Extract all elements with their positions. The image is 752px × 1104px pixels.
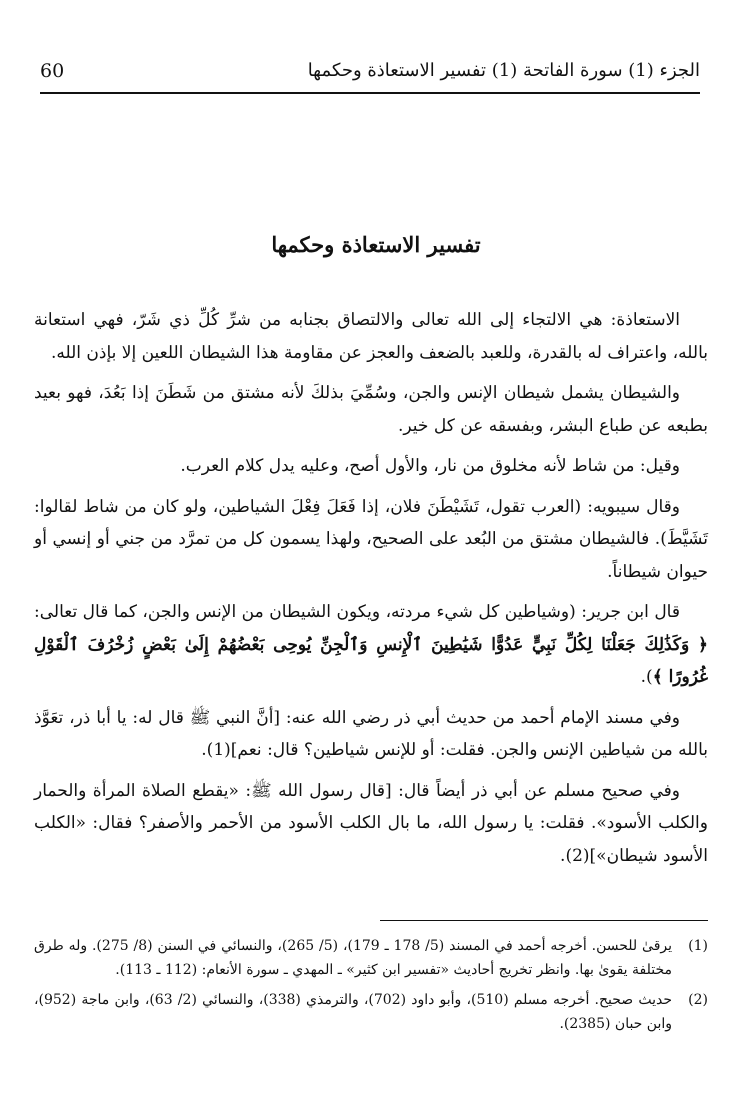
running-title: الجزء (1) سورة الفاتحة (1) تفسير الاستعاذة وحكمها: [307, 60, 700, 81]
page-number: 60: [40, 60, 65, 82]
paragraph: وقال سيبويه: (العرب تقول، تَشَيْطَنَ فلان، إذا فَعَلَ فِعْلَ الشياطين، ولو كان من شاط لقالوا: تَشَيَّطَ). فالشيطان مشتق من البُعد على الصحيح، ولهذا يسمون كل من تمرَّد من جني أو إنسي أو حيوان شيطاناً.: [34, 496, 708, 582]
body-text: [34, 304, 708, 880]
paragraph: والشيطان يشمل شيطان الإنس والجن، وسُمِّيَ بذلكَ لأنه مشتق من شَطَنَ إذا بَعُدَ، فهو بعيد بطبعه عن طباع البشر، وبفسقه عن كل خير.: [34, 383, 708, 436]
paragraph: وقيل: من شاط لأنه مخلوق من نار، والأول أصح، وعليه يدل كلام العرب.: [180, 456, 680, 476]
footnote-number: (2): [688, 992, 708, 1008]
footnote: [34, 934, 708, 982]
footnote-divider: [380, 920, 708, 921]
running-header: [40, 58, 700, 92]
header-divider: [40, 92, 700, 94]
paragraph-text: قال ابن جرير: (وشياطين كل شيء مردته، ويكون الشيطان من الإنس والجن، كما قال تعالى:: [34, 602, 680, 622]
paragraph: وفي مسند الإمام أحمد من حديث أبي ذر رضي الله عنه: [أنَّ النبي ﷺ قال له: يا أبا ذر، تعَوَّذ بالله من شياطين الإنس والجن. فقلت: أو للإنس شياطين؟ قال: نعم](1).: [34, 707, 708, 760]
paragraph-with-verse: [34, 596, 708, 694]
footnote-text: يرقىٰ للحسن. أخرجه أحمد في المسند (5/ 178 ـ 179)، (5/ 265)، والنسائي في السنن (8/ 275). وله طرق مختلفة يقوىٰ بها. وانظر تخريج أحاديث «تفسير ابن كثير» ـ المهدي ـ سورة الأنعام: (112 ـ 113).: [34, 938, 673, 978]
paragraph: وفي صحيح مسلم عن أبي ذر أيضاً قال: [قال رسول الله ﷺ: «يقطع الصلاة المرأة والحمار والكلب الأسود». فقلت: يا رسول الله، ما بال الكلب الأسود من الأحمر والأصفر؟ فقال: «الكلب الأسود شيطان»](2).: [34, 780, 708, 866]
quran-verse: ﴿ وَكَذَٰلِكَ جَعَلْنَا لِكُلِّ نَبِيٍّ عَدُوًّا شَيَٰطِينَ ٱلْإِنسِ وَٱلْجِنِّ يُوحِى بَعْضُهُمْ إِلَىٰ بَعْضٍ زُخْرُفَ ٱلْقَوْلِ غُرُورًا ﴾: [34, 634, 708, 687]
footnote-number: (1): [688, 938, 708, 954]
footnote-text: حديث صحيح. أخرجه مسلم (510)، وأبو داود (702)، والترمذي (338)، والنسائي (2/ 63)، وابن ماجة (952)، وابن حبان (2385).: [34, 992, 672, 1032]
paragraph: الاستعاذة: هي الالتجاء إلى الله تعالى والالتصاق بجنابه من شرِّ كُلِّ ذي شَرّ، فهي استعانة بالله، واعتراف له بالقدرة، وللعبد بالضعف والعجز عن مقاومة هذا الشيطان اللعين إلا بإذن الله.: [34, 310, 708, 363]
footnotes: [34, 934, 708, 1042]
paragraph-closing: ).: [640, 667, 653, 687]
chapter-title: تفسير الاستعاذة وحكمها: [271, 232, 481, 257]
footnote: [34, 988, 708, 1036]
